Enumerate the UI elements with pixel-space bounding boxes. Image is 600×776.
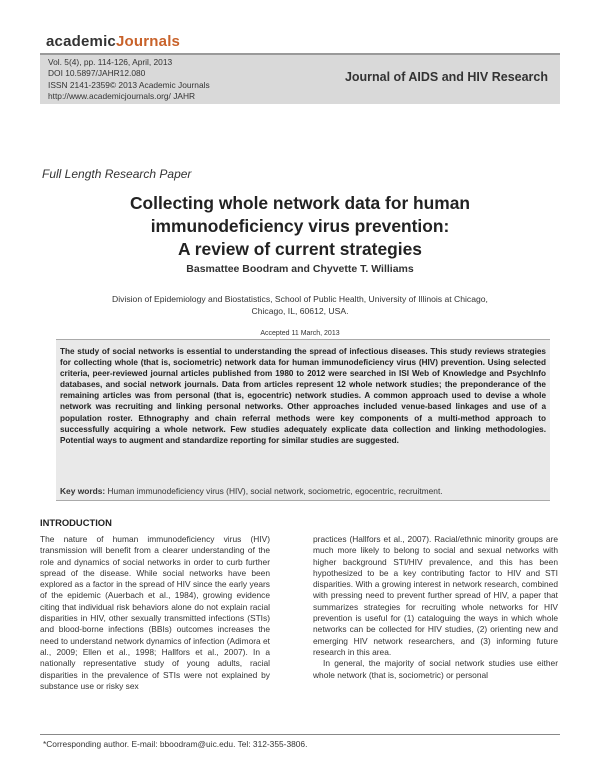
abstract-text: The study of social networks is essential to understanding the spread of infectious diseases. This study reviews strategies for collecting whole (that is, sociometric) network data for human immunodeficiency virus (HIV) prevention. Using selected criteria, peer-reviewed journal articles published from 1980 to 2012 were searched in ISI Web of Knowledge and PsychInfo databases, and social network journals. Data from articles represent 12 whole network studies; the preponderance of the remaining articles was from personal (that is, egocentric) network studies. A common approach used to devise a whole network was recruiting and linking personal networks. Other approaches included venue-based linkages and use of a population roster. Ethnography and chain referral methods were key components of a multi-method approach to successfully acquiring a whole network. Few studies adequately explicate data collection and linking methodologies. Potential ways to augment and standardize reporting for similar studies are suggested. — [60, 347, 546, 445]
keywords-list: Human immunodeficiency virus (HIV), social network, sociometric, egocentric, recruitment. — [105, 486, 443, 496]
publisher-logo-part2: Journals — [115, 33, 181, 50]
affiliation-line-2: Chicago, IL, 60612, USA. — [251, 306, 349, 317]
title-line-1: Collecting whole network data for human — [129, 193, 471, 213]
journal-header — [40, 53, 560, 104]
issn-line: ISSN 2141-2359© 2013 Academic Journals — [48, 79, 210, 90]
footnote-divider — [40, 734, 560, 735]
corresponding-author-footnote: *Corresponding author. E-mail: bboodram@uic.edu. Tel: 312-355-3806. — [43, 739, 308, 749]
keywords-label: Key words: — [60, 486, 106, 496]
keywords — [60, 486, 443, 496]
affiliation — [70, 293, 530, 318]
accepted-date: Accepted 11 March, 2013 — [260, 330, 340, 337]
affiliation-line-1: Division of Epidemiology and Biostatistics, School of Public Health, University of Illinois at Chicago, — [112, 294, 488, 304]
volume-line: Vol. 5(4), pp. 114-126, April, 2013 — [48, 57, 173, 67]
journal-name: Journal of AIDS and HIV Research — [344, 70, 548, 84]
doi-line: DOI 10.5897/JAHR12.080 — [48, 68, 146, 79]
publisher-logo-part1: academic — [46, 33, 116, 50]
paper-title — [40, 192, 560, 261]
journal-url[interactable]: http://www.academicjournals.org/ JAHR — [48, 91, 196, 102]
body-column-right — [313, 534, 558, 681]
title-line-2: immunodeficiency virus prevention: — [150, 216, 450, 236]
intro-paragraph-1: The nature of human immunodeficiency virus (HIV) transmission will benefit from a clearer understanding of the role and dynamics of social networks in order to curb further spread of the disease. While social networks have been explored as a factor in the spread of HIV since the early years of the epidemic (Auerbach et al., 1984), growing evidence citing that individual risk behaviors alone do not explain racial disparities in HIV, other sexually transmitted infections (STIs) and blood-borne infections (BBIs) outcomes increases the need to understand network dynamics of infection (Adimora et al., 2009; Ellen et al., 1998; Hallfors et al., 2007). In a nationally representative study of young adults, racial disparities in the prevalence of STIs were not explained by substance use or risky sex — [40, 534, 270, 691]
intro-paragraph-2: In general, the majority of social network studies use either whole network (that is, sociometric) or personal — [313, 658, 558, 680]
section-heading-introduction: INTRODUCTION — [40, 517, 112, 528]
body-column-left — [40, 534, 270, 692]
intro-paragraph-1-cont: practices (Hallfors et al., 2007). Racial/ethnic minority groups are much more likely to belong to social and sexual networks with higher background STI/HIV prevalence, and this has been hypothesized to be a key contributing factor to HIV and STI disparities. With a growing interest in network research, combined with pressing need to prevent further spread of HIV, a paper that summarizes strategies for recruiting whole networks for HIV prevention is useful for (1) cataloguing the ways in which whole networks can be collected for HIV studies, (2) orienting new and emerging HIV network researchers, and (3) informing future research in this area. — [313, 534, 558, 657]
title-line-3: A review of current strategies — [178, 239, 422, 259]
abstract-box — [56, 339, 550, 501]
paper-type: Full Length Research Paper — [42, 167, 192, 181]
authors: Basmattee Boodram and Chyvette T. Williams — [186, 263, 414, 275]
citation-block — [48, 57, 210, 103]
publisher-logo — [46, 33, 180, 50]
